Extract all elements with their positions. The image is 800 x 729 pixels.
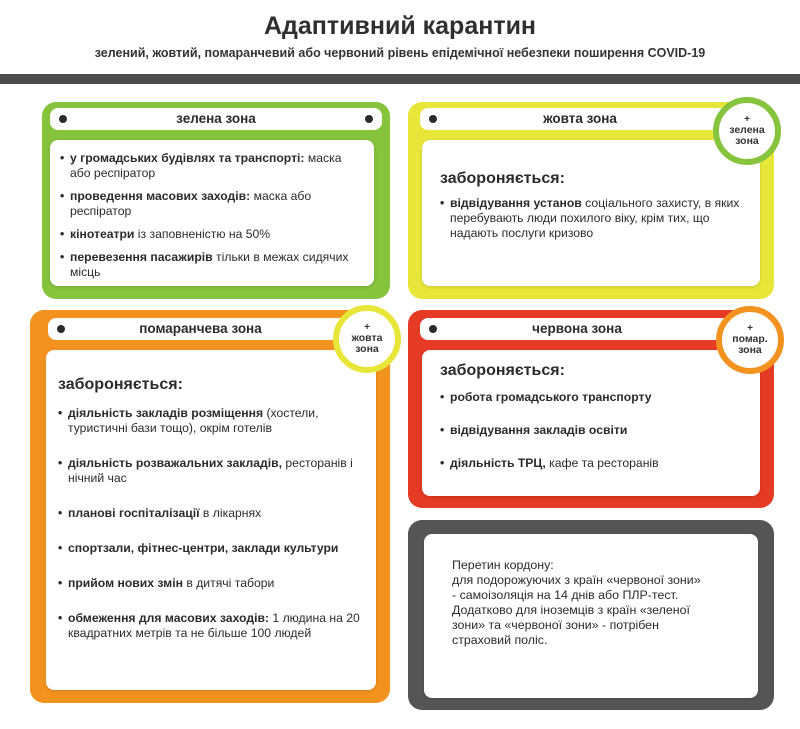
list-item: • спортзали, фітнес-центри, заклади культури: [58, 541, 366, 556]
green-zone-header: [50, 108, 382, 130]
list-item: • діяльність розважальних закладів, ресторанів і нічний час: [58, 456, 366, 486]
dot-icon: [59, 115, 67, 123]
border-line: для подорожуючих з країн «червоної зони»: [452, 573, 701, 587]
red-zone-badge: + помар. зона: [716, 306, 784, 374]
yellow-zone-body: [422, 140, 760, 286]
border-title: Перетин кордону:: [452, 558, 554, 572]
red-zone-title: червона зона: [532, 321, 622, 336]
list-item: • перевезення пасажирів тільки в межах сидячих місць: [60, 250, 364, 280]
orange-zone-badge: + жовта зона: [333, 305, 401, 373]
list-item: • відвідування установ соціального захисту, в яких перебувають люди похилого віку, крім тих, що надають послуги кризово: [440, 196, 744, 241]
dot-icon: [365, 115, 373, 123]
list-item: • відвідування закладів освіти: [440, 423, 746, 438]
red-forbidden-label: забороняється:: [440, 362, 565, 379]
border-panel: [408, 520, 774, 710]
red-zone-list: [440, 390, 746, 471]
list-item: • прийом нових змін в дитячі табори: [58, 576, 366, 591]
orange-zone-body: [46, 350, 376, 690]
yellow-zone-badge: + зелена зона: [713, 97, 781, 165]
border-line: зони» та «червоної зони» - потрібен: [452, 618, 659, 632]
list-item: • у громадських будівлях та транспорті: маска або респіратор: [60, 151, 364, 181]
page-title: Адаптивний карантин: [263, 12, 537, 40]
list-item: • діяльність закладів розміщення (хостели, туристичні бази тощо), окрім готелів: [58, 406, 366, 436]
list-item: • проведення масових заходів: маска або респіратор: [60, 189, 364, 219]
yellow-zone-header: [420, 108, 740, 130]
watermark: OBOZREVATEL: [566, 655, 759, 681]
green-zone-body: [50, 140, 374, 286]
dot-icon: [57, 325, 65, 333]
orange-zone-title: помаранчева зона: [139, 321, 262, 336]
border-line: - самоізоляція на 14 днів або ПЛР-тест.: [452, 588, 679, 602]
yellow-zone-title: жовта зона: [543, 111, 617, 126]
list-item: • кінотеатри із заповненістю на 50%: [60, 227, 364, 242]
list-item: • обмеження для масових заходів: 1 людина на 20 квадратних метрів та не більше 100 людей: [58, 611, 366, 641]
watermark-logo-icon: [566, 655, 592, 681]
orange-zone-panel: [30, 310, 390, 703]
list-item: • діяльність ТРЦ, кафе та ресторанів: [440, 456, 746, 471]
list-item: • планові госпіталізації в лікарнях: [58, 506, 366, 521]
yellow-zone-list: [440, 196, 744, 241]
border-line: страховий поліс.: [452, 633, 548, 647]
orange-zone-list: [58, 406, 366, 641]
dot-icon: [429, 115, 437, 123]
green-zone-panel: [42, 102, 390, 299]
border-text: [452, 573, 746, 648]
red-zone-header: [420, 318, 734, 340]
green-zone-list: [60, 151, 364, 280]
list-item: • робота громадського транспорту: [440, 390, 746, 405]
page-subtitle: зелений, жовтий, помаранчевий або червоний рівень епідемічної небезпеки поширення COVID-19: [94, 46, 706, 60]
dot-icon: [429, 325, 437, 333]
yellow-forbidden-label: забороняється:: [440, 170, 565, 187]
header-divider: [0, 74, 800, 84]
border-line: Додатково для іноземців з країн «зеленої: [452, 603, 690, 617]
red-zone-body: [422, 350, 760, 496]
green-zone-title: зелена зона: [176, 111, 256, 126]
orange-forbidden-label: забороняється:: [58, 376, 183, 393]
orange-zone-header: [48, 318, 353, 340]
